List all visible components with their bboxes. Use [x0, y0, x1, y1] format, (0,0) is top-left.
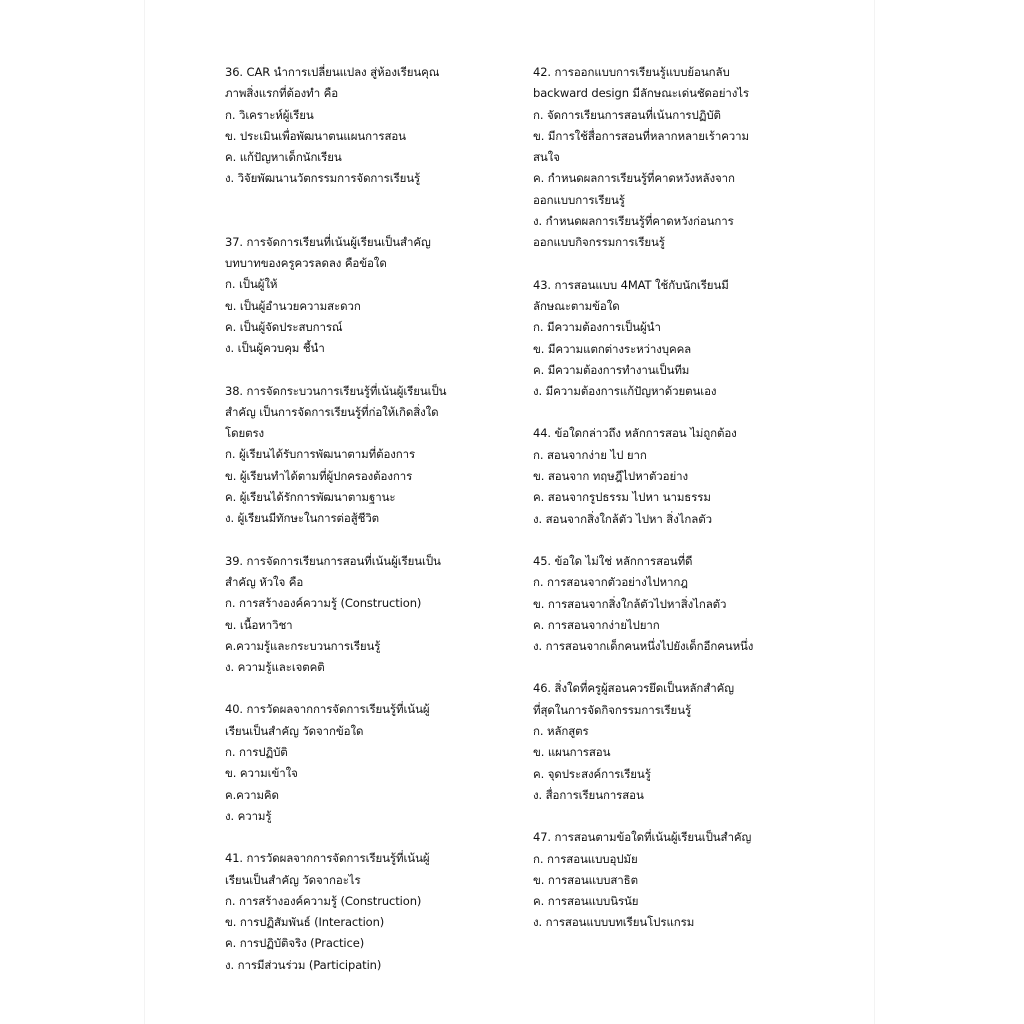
question-text — [225, 551, 485, 594]
question-line: 47. การสอนตามข้อใดที่เน้นผู้เรียนเป็นสำคัญ — [533, 830, 752, 845]
exam-page — [145, 0, 874, 1024]
choice: ก. จัดการเรียนการสอนที่เน้นการปฏิบัติ — [533, 107, 721, 122]
choice: ง. ความรู้และเจตคติ — [225, 660, 325, 675]
question-line: 40. การวัดผลจากการจัดการเรียนรู้ที่เน้นผู้ — [225, 702, 430, 717]
choice: ข. มีความแตกต่างระหว่างบุคคล — [533, 341, 692, 356]
choice: ค. จุดประสงค์การเรียนรู้ — [533, 766, 651, 781]
choice: ง. ความรู้ — [225, 808, 272, 823]
spacer — [533, 806, 793, 827]
choice: ค. สอนจากรูปธรรม ไปหา นามธรรม — [533, 490, 711, 505]
spacer — [225, 190, 485, 232]
choice: ออกแบบกิจกรรมการเรียนรู้ — [533, 235, 665, 250]
question-line: สำคัญ เป็นการจัดการเรียนรู้ที่ก่อให้เกิดสิ่งใด — [225, 404, 439, 419]
choice: ค. มีความต้องการทำงานเป็นทีม — [533, 362, 690, 377]
question-text — [225, 62, 485, 105]
choice: ก. การสอนแบบอุปมัย — [533, 851, 638, 866]
question-line: สำคัญ หัวใจ คือ — [225, 574, 304, 589]
question-text — [225, 381, 485, 445]
question-37 — [225, 232, 485, 360]
question-39 — [225, 551, 485, 679]
choice: ก. เป็นผู้ให้ — [225, 277, 278, 292]
question-line: backward design มีลักษณะเด่นชัดอย่างไร — [533, 86, 749, 101]
choice: ข. สอนจาก ทฤษฎีไปหาตัวอย่าง — [533, 469, 688, 484]
question-42 — [533, 62, 793, 254]
question-line: เรียนเป็นสำคัญ วัดจากข้อใด — [225, 723, 364, 738]
choice: ข. เป็นผู้อำนวยความสะดวก — [225, 298, 361, 313]
choice: ก. สอนจากง่าย ไป ยาก — [533, 447, 647, 462]
choice: ง. การสอนแบบบทเรียนโปรแกรม — [533, 915, 695, 930]
choice: ง. วิจัยพัฒนานวัตกรรมการจัดการเรียนรู้ — [225, 171, 421, 186]
choice: ค. เป็นผู้จัดประสบการณ์ — [225, 319, 343, 334]
question-text — [533, 275, 793, 318]
choice: ค. การปฏิบัติจริง (Practice) — [225, 936, 365, 951]
choice: ออกแบบการเรียนรู้ — [533, 192, 625, 207]
question-line: ที่สุดในการจัดกิจกรรมการเรียนรู้ — [533, 702, 692, 717]
question-line: บทบาทของครูควรลดลง คือข้อใด — [225, 256, 387, 271]
right-column — [533, 62, 793, 934]
question-text — [225, 232, 485, 275]
question-line: 43. การสอนแบบ 4MAT ใช้กับนักเรียนมี — [533, 277, 729, 292]
spacer — [225, 827, 485, 848]
choice: ค. แก้ปัญหาเด็กนักเรียน — [225, 150, 342, 165]
choice: ค.ความรู้และกระบวนการเรียนรู้ — [225, 638, 381, 653]
choice: ง. สอนจากสิ่งใกล้ตัว ไปหา สิ่งไกลตัว — [533, 511, 712, 526]
question-text — [225, 848, 485, 891]
question-line: 39. การจัดการเรียนการสอนที่เน้นผู้เรียนเป็น — [225, 553, 441, 568]
question-47 — [533, 827, 793, 933]
spacer — [533, 254, 793, 275]
choice: ก. การปฏิบัติ — [225, 745, 288, 760]
choice: ข. การปฏิสัมพันธ์ (Interaction) — [225, 915, 385, 930]
question-38 — [225, 381, 485, 530]
question-45 — [533, 551, 793, 657]
choice: ก. ผู้เรียนได้รับการพัฒนาตามที่ต้องการ — [225, 447, 416, 462]
question-line: 46. สิ่งใดที่ครูผู้สอนควรยึดเป็นหลักสำคัญ — [533, 681, 734, 696]
left-column — [225, 62, 485, 976]
choice: ง. การมีส่วนร่วม (Participatin) — [225, 957, 382, 972]
choice: ค. การสอนจากง่ายไปยาก — [533, 617, 660, 632]
question-44 — [533, 423, 793, 529]
question-text — [533, 827, 793, 848]
choice: ก. มีความต้องการเป็นผู้นำ — [533, 320, 661, 335]
question-line: ลักษณะตามข้อใด — [533, 298, 620, 313]
choice: ง. สื่อการเรียนการสอน — [533, 787, 644, 802]
choice: ง. ผู้เรียนมีทักษะในการต่อสู้ชีวิต — [225, 511, 380, 526]
choice: ข. การสอนจากสิ่งใกล้ตัวไปหาสิ่งไกลตัว — [533, 596, 727, 611]
choice: ค.ความคิด — [225, 787, 279, 802]
question-text — [533, 62, 793, 105]
choice: ข. มีการใช้สื่อการสอนที่หลากหลายเร้าความ — [533, 128, 749, 143]
question-36 — [225, 62, 485, 190]
choice: ง. เป็นผู้ควบคุม ชี้นำ — [225, 341, 325, 356]
choice: ก. การสร้างองค์ความรู้ (Construction) — [225, 893, 422, 908]
choice: ข. ผู้เรียนทำได้ตามที่ผู้ปกครองต้องการ — [225, 468, 413, 483]
choice: ค. ผู้เรียนได้รักการพัฒนาตามฐานะ — [225, 490, 396, 505]
question-line: เรียนเป็นสำคัญ วัดจากอะไร — [225, 872, 361, 887]
question-40 — [225, 699, 485, 827]
question-line: ภาพสิ่งแรกที่ต้องทำ คือ — [225, 86, 339, 101]
choice: ก. การสร้างองค์ความรู้ (Construction) — [225, 596, 422, 611]
choice: ข. เนื้อหาวิชา — [225, 617, 293, 632]
question-line: 38. การจัดกระบวนการเรียนรู้ที่เน้นผู้เรียนเป็น — [225, 383, 447, 398]
choice: ง. การสอนจากเด็กคนหนึ่งไปยังเด็กอีกคนหนึ่ง — [533, 639, 754, 654]
question-text — [533, 423, 793, 444]
spacer — [225, 360, 485, 381]
question-line: 42. การออกแบบการเรียนรู้แบบย้อนกลับ — [533, 65, 730, 79]
question-line: 45. ข้อใด ไม่ใช่ หลักการสอนที่ดี — [533, 553, 693, 568]
spacer — [225, 678, 485, 699]
choice: ก. วิเคราะห์ผู้เรียน — [225, 107, 314, 122]
choice: ง. มีความต้องการแก้ปัญหาด้วยตนเอง — [533, 384, 717, 399]
question-43 — [533, 275, 793, 403]
question-41 — [225, 848, 485, 976]
choice: ค. การสอนแบบนิรนัย — [533, 894, 639, 909]
question-line: 41. การวัดผลจากการจัดการเรียนรู้ที่เน้นผู้ — [225, 851, 430, 866]
question-text — [533, 678, 793, 721]
choice: ข. ประเมินเพื่อพัฒนาตนแผนการสอน — [225, 128, 406, 143]
spacer — [225, 530, 485, 551]
choice: ก. หลักสูตร — [533, 724, 589, 739]
question-text — [533, 551, 793, 572]
choice: ค. กำหนดผลการเรียนรู้ที่คาดหวังหลังจาก — [533, 171, 735, 186]
choice: ก. การสอนจากตัวอย่างไปหากฎ — [533, 575, 688, 590]
spacer — [533, 657, 793, 678]
question-line: โดยตรง — [225, 426, 265, 441]
choice: ข. แผนการสอน — [533, 745, 611, 760]
choice: ข. การสอนแบบสาธิต — [533, 872, 638, 887]
spacer — [533, 530, 793, 551]
question-line: 36. CAR นำการเปลี่ยนแปลง สู่ห้องเรียนคุณ — [225, 65, 440, 79]
question-line: 37. การจัดการเรียนที่เน้นผู้เรียนเป็นสำคัญ — [225, 234, 431, 249]
choice: ข. ความเข้าใจ — [225, 766, 298, 781]
question-line: 44. ข้อใดกล่าวถึง หลักการสอน ไม่ถูกต้อง — [533, 426, 737, 441]
spacer — [533, 402, 793, 423]
question-46 — [533, 678, 793, 806]
question-text — [225, 699, 485, 742]
choice: สนใจ — [533, 150, 560, 165]
choice: ง. กำหนดผลการเรียนรู้ที่คาดหวังก่อนการ — [533, 214, 734, 229]
